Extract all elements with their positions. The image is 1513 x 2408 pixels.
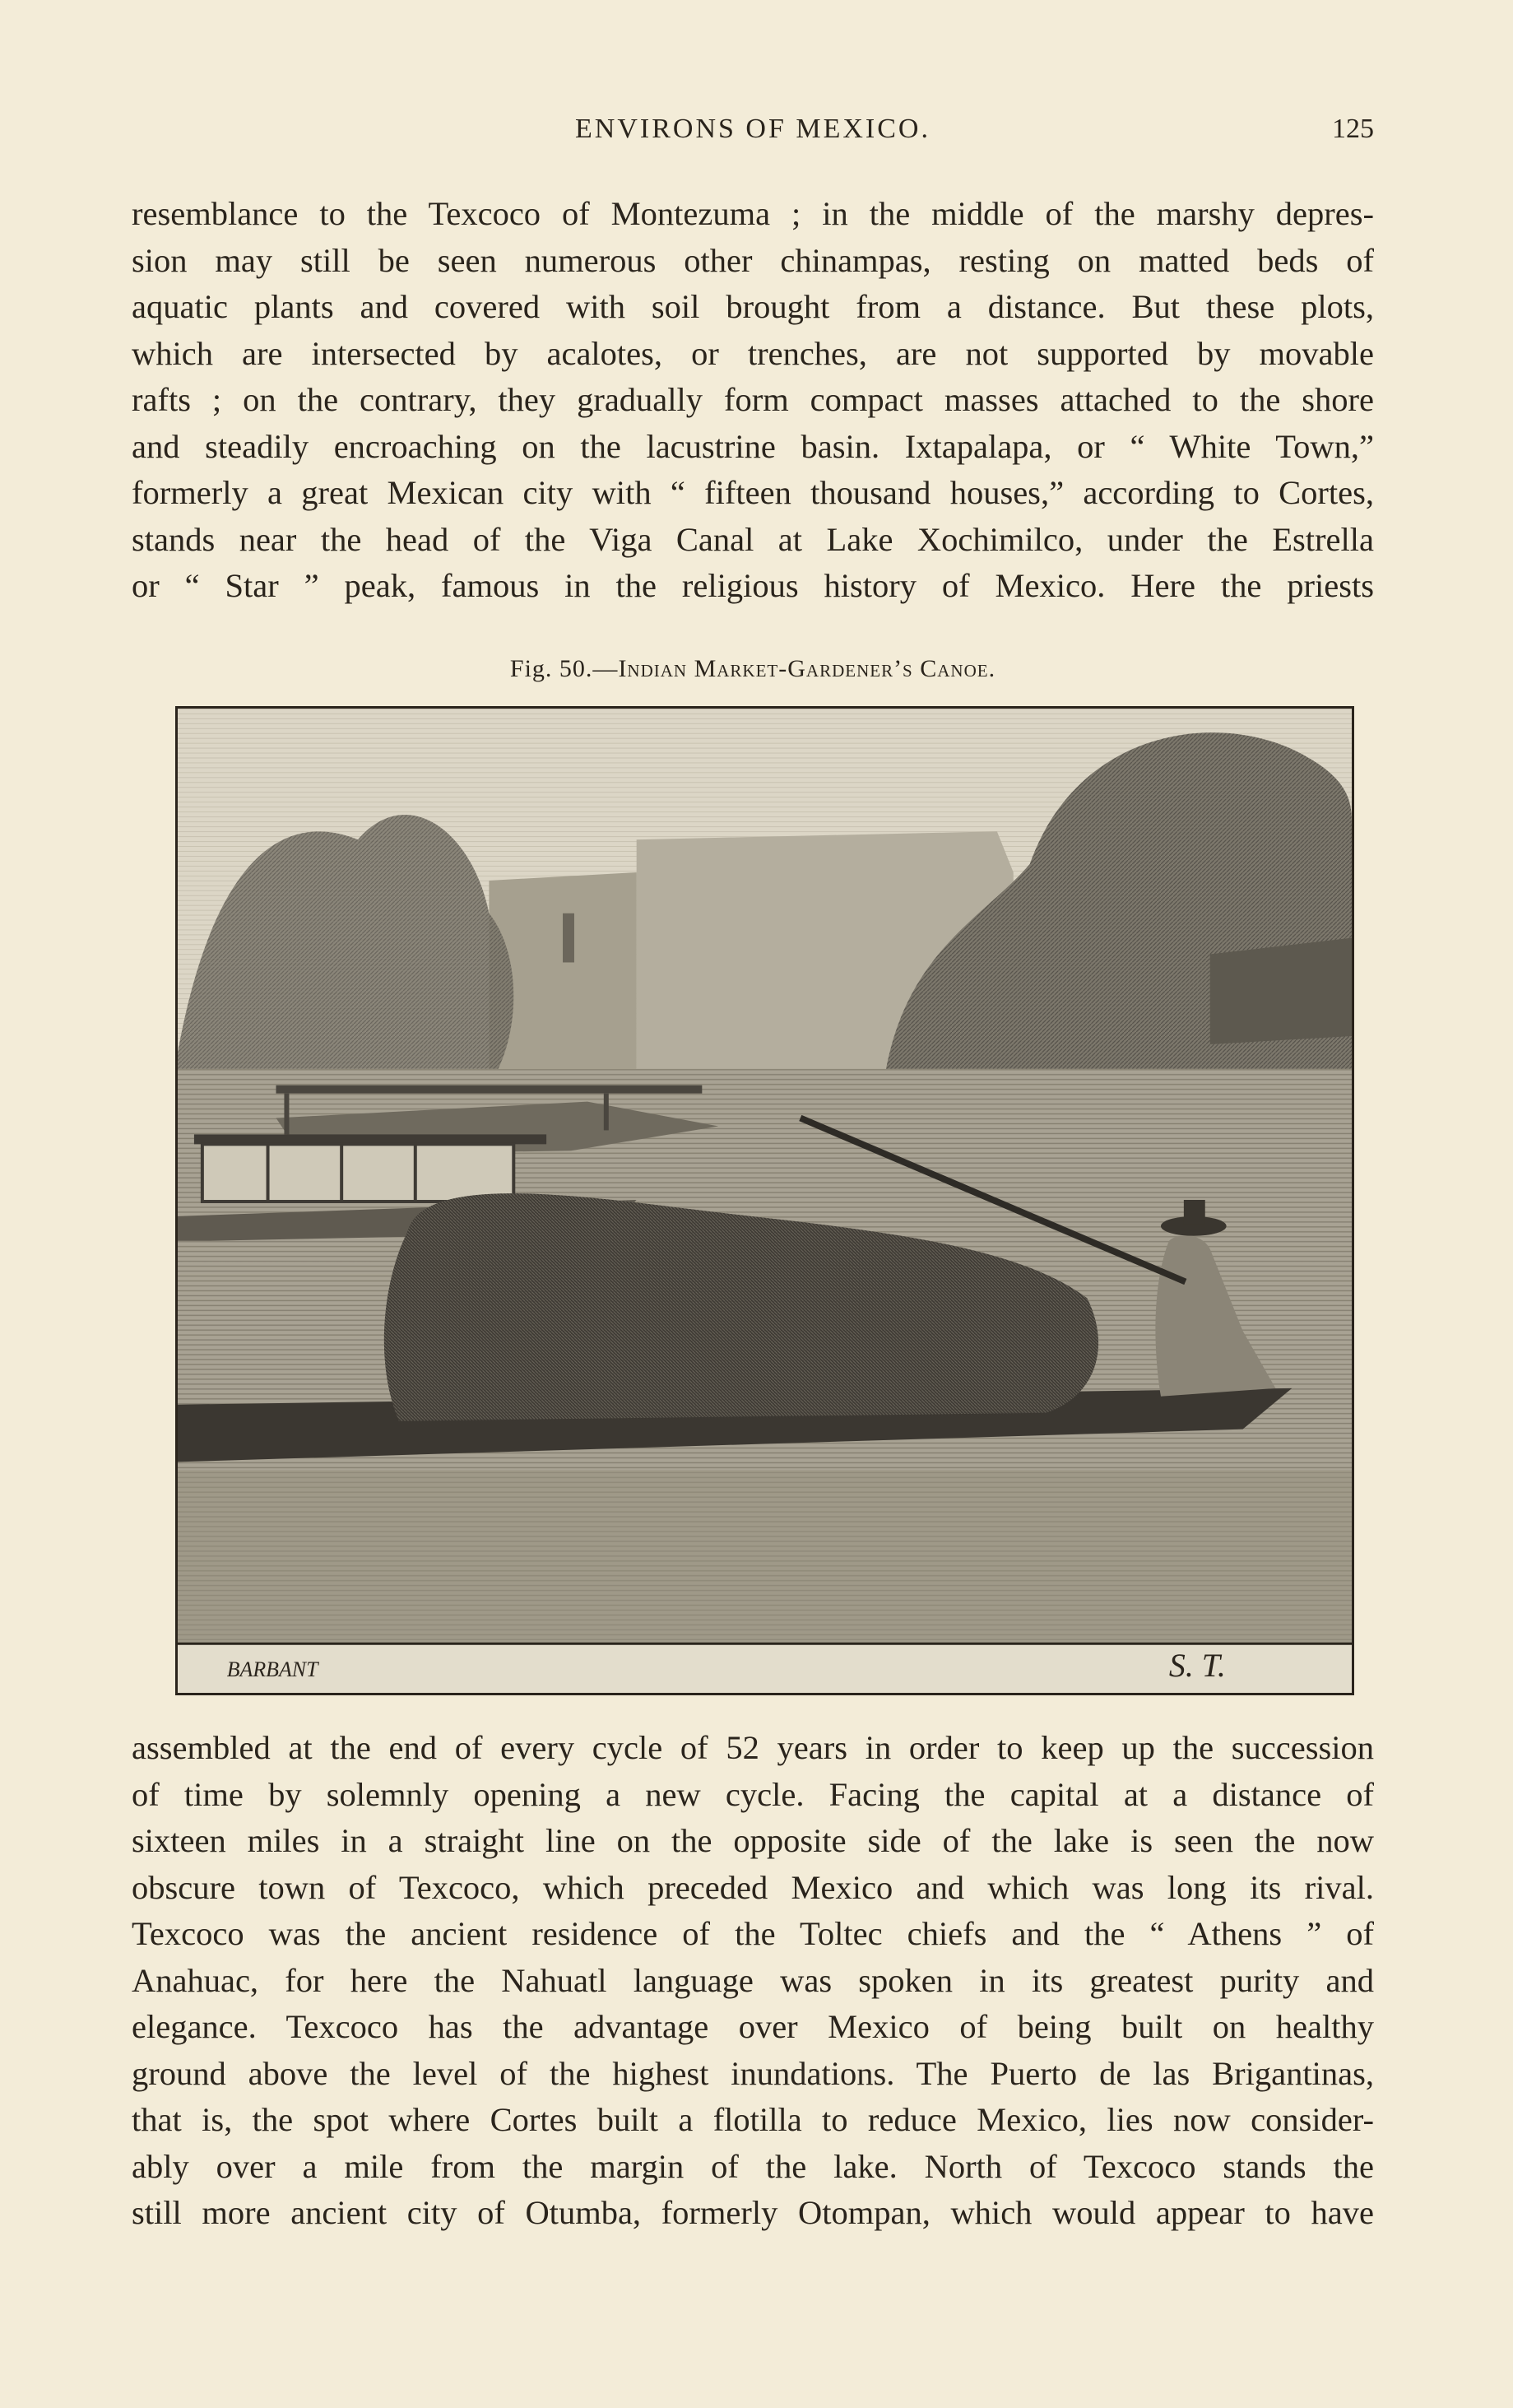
text-run: or “ Star ” peak, famous in the religious history of Mexico. Here the priests xyxy=(132,567,1374,604)
text-line xyxy=(132,1865,1374,1912)
caption-prefix: Fig. 50.— xyxy=(509,655,619,682)
canoe-engraving xyxy=(178,709,1352,1693)
text-line xyxy=(132,2097,1374,2144)
text-run: formerly a great Mexican city with “ fifteen thousand houses,” according to Cortes, xyxy=(132,474,1374,511)
engraving-illustration xyxy=(175,706,1354,1695)
page-number: 125 xyxy=(1332,114,1374,144)
top-paragraph xyxy=(132,191,1374,610)
text-run: sixteen miles in a straight line on the opposite side of the lake is seen the now xyxy=(132,1822,1374,1859)
text-line xyxy=(132,284,1374,331)
text-line xyxy=(132,238,1374,285)
text-line xyxy=(132,2190,1374,2237)
text-run: assembled at the end of every cycle of 52 years in order to keep up the succession xyxy=(132,1729,1374,1766)
text-run: Texcoco was the ancient residence of the Toltec chiefs and the “ Athens ” of xyxy=(132,1915,1374,1952)
running-title: ENVIRONS OF MEXICO. xyxy=(575,114,931,144)
text-line xyxy=(132,377,1374,424)
text-line xyxy=(132,1818,1374,1865)
text-line xyxy=(132,191,1374,238)
bottom-paragraph xyxy=(132,1725,1374,2237)
text-run: or trenches, are not supported by movable xyxy=(662,334,1374,372)
text-run: and steadily encroaching on the lacustrine basin. xyxy=(132,427,905,465)
page-header xyxy=(132,114,1374,163)
text-line xyxy=(132,331,1374,378)
text-line xyxy=(132,1958,1374,2005)
text-line xyxy=(132,2004,1374,2051)
italic-term: Texcoco, xyxy=(398,1868,520,1906)
engraver-signature-right: S. T. xyxy=(1168,1648,1226,1685)
text-run: aquatic plants and covered with soil brought from a distance. But these plots, xyxy=(132,288,1374,325)
text-line xyxy=(132,1725,1374,1772)
text-run: sion may still be seen numerous other chinampas, resting on matted beds of xyxy=(132,241,1374,279)
text-run: rafts ; on the contrary, they gradually form compact masses attached to the shore xyxy=(132,381,1374,418)
text-line xyxy=(132,424,1374,471)
text-run: Anahuac, for here the Nahuatl language was spoken in its greatest purity and xyxy=(132,1961,1374,1999)
text-run: formerly xyxy=(641,2194,798,2231)
text-run: obscure town of xyxy=(132,1868,399,1906)
text-run: stands near the head of the Viga Canal at Lake Xochimilco, under the Estrella xyxy=(132,520,1374,558)
figure-caption xyxy=(132,655,1374,683)
text-run: resemblance to the Texcoco of Montezuma ; in the middle of the marshy depres- xyxy=(132,195,1374,232)
text-run: which preceded Mexico and which was long its rival. xyxy=(519,1868,1374,1906)
caption-title: Indian Market-Gardener’s Canoe. xyxy=(618,655,996,682)
italic-term: acalotes, xyxy=(546,334,663,372)
text-line xyxy=(132,470,1374,517)
text-run: still more ancient city of xyxy=(132,2194,526,2231)
text-run: which would appear to have xyxy=(930,2194,1374,2231)
text-run: ably over a mile from the margin of the lake. North of Texcoco stands the xyxy=(132,2147,1374,2185)
text-line xyxy=(132,2051,1374,2098)
text-line xyxy=(132,517,1374,564)
engraver-signature-left: BARBANT xyxy=(226,1657,318,1682)
text-run: of time by solemnly opening a new cycle. Facing the capital at a distance of xyxy=(132,1775,1374,1813)
text-line xyxy=(132,1911,1374,1958)
italic-term: Puerto de las Brigantinas, xyxy=(990,2054,1374,2092)
italic-term: Otumba, xyxy=(525,2194,642,2231)
text-run: which are intersected by xyxy=(132,334,547,372)
italic-term: Otompan, xyxy=(797,2194,931,2231)
italic-term: Ixtapalapa, xyxy=(904,427,1052,465)
text-line xyxy=(132,2144,1374,2191)
text-line xyxy=(132,1772,1374,1819)
text-run: elegance. Texcoco has the advantage over Mexico of being built on healthy xyxy=(132,2008,1374,2045)
text-line xyxy=(132,563,1374,610)
text-run: that is, the spot where Cortes built a flotilla to reduce Mexico, lies now consider- xyxy=(132,2101,1374,2138)
text-run: ground above the level of the highest inundations. The xyxy=(132,2054,991,2092)
text-run: or “ White Town,” xyxy=(1051,427,1374,465)
